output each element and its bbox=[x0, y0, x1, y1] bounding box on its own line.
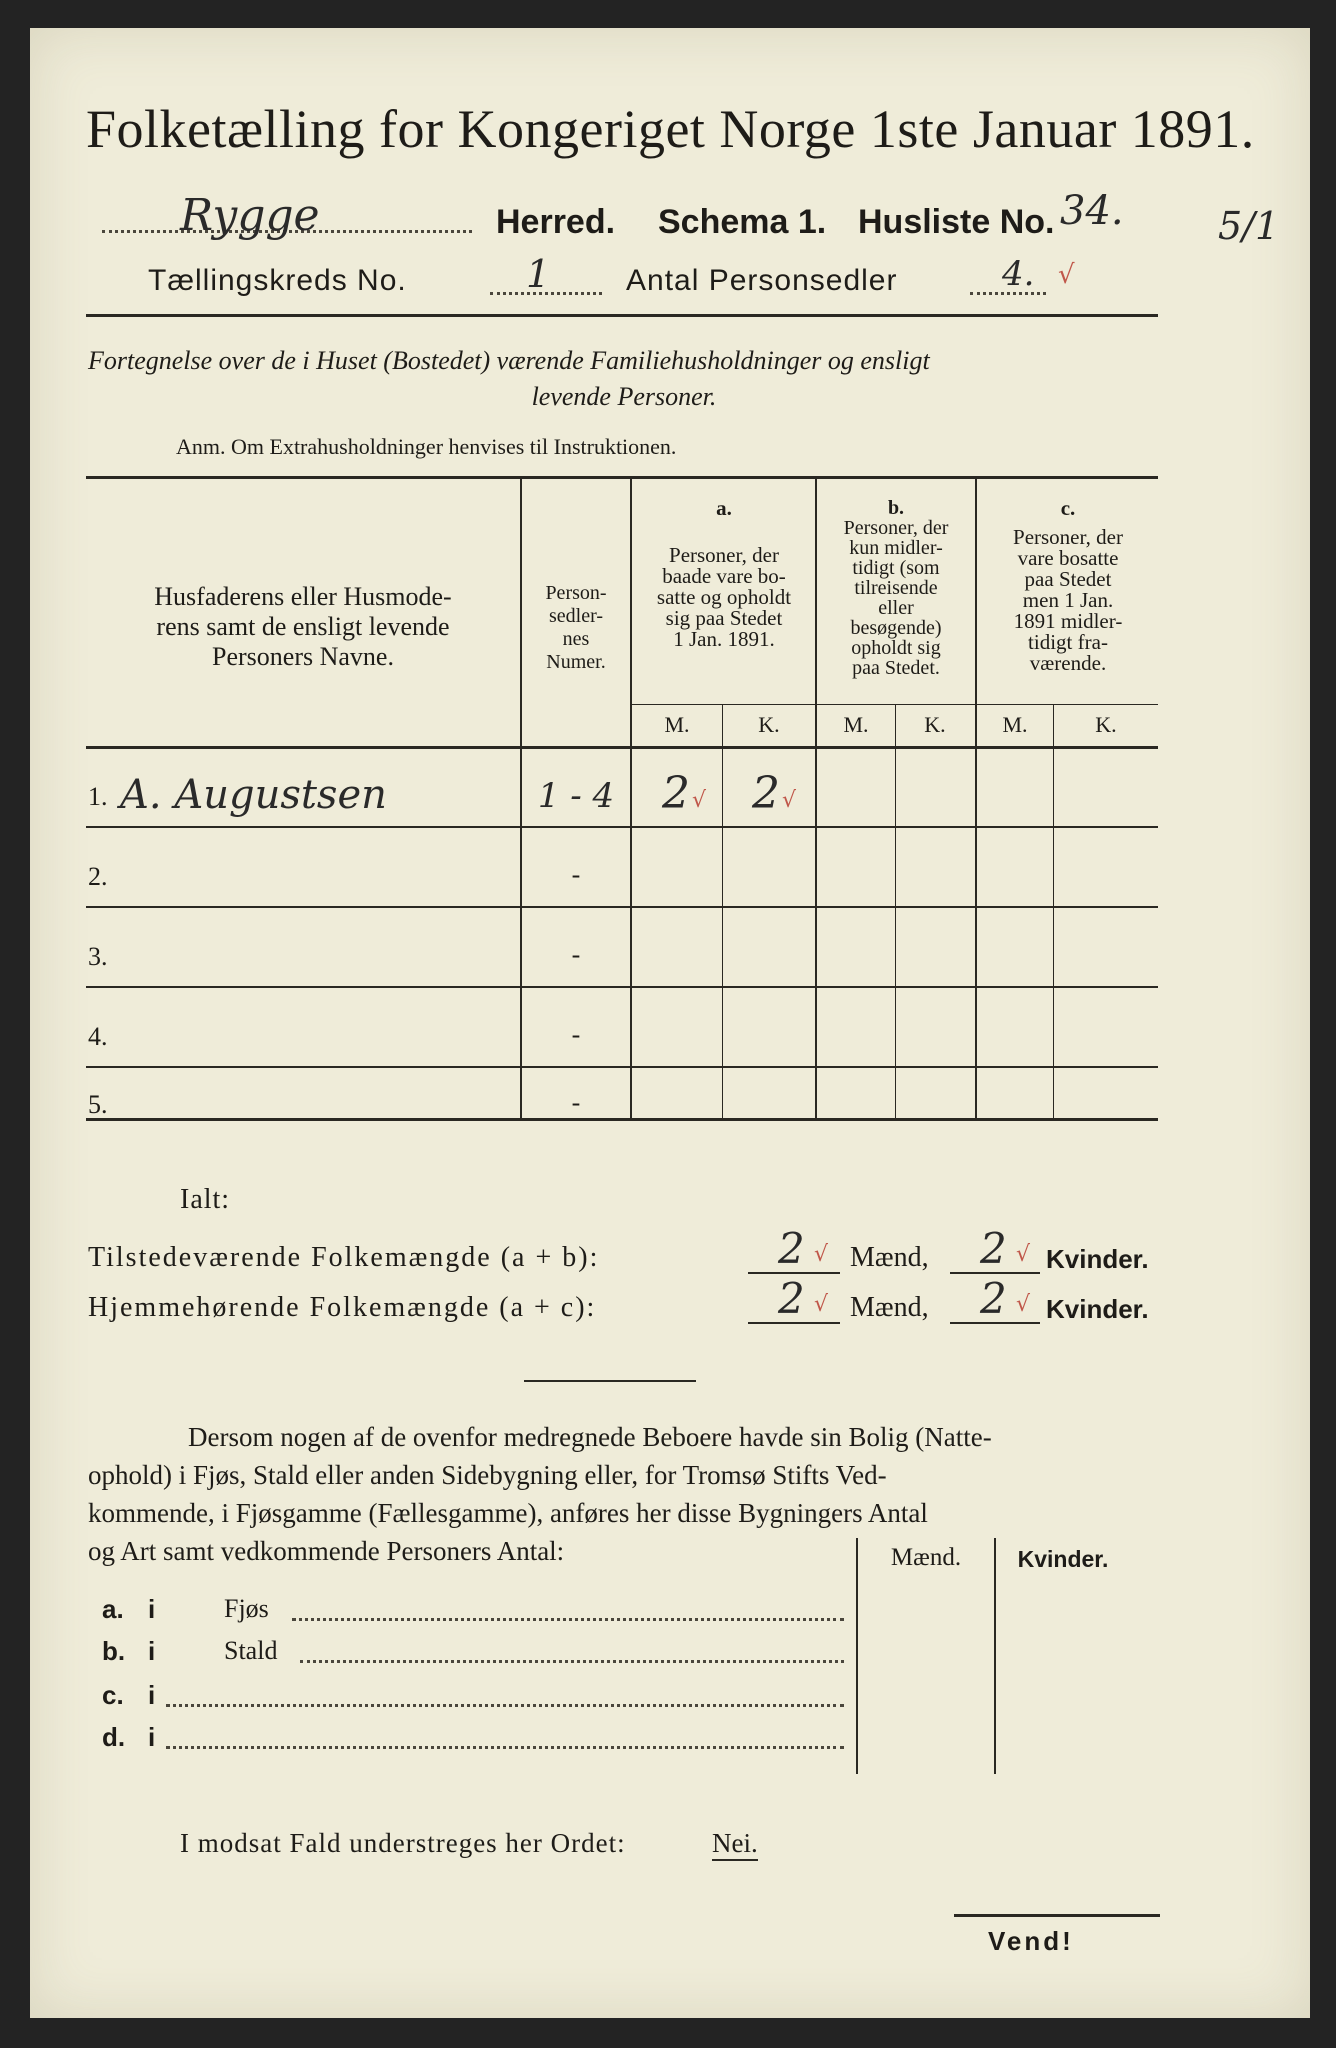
building-d-letter: d. bbox=[102, 1722, 126, 1752]
bolig-paragraph: Dersom nogen af de ovenfor medregnede Beboere havde sin Bolig (Natte- ophold) i Fjøs, Stald eller anden Sidebygning eller, for Tromsø Stifts Ved- kommende, i Fjøsgamme (Fællesgamme), anføres her disse Bygningers Antal og Art samt vedkommende Personers Antal: bbox=[88, 1422, 992, 1566]
mk-header-rule bbox=[632, 704, 1158, 705]
hjemme-maend-label: Mænd, bbox=[850, 1292, 929, 1323]
col-divider-2 bbox=[630, 476, 632, 1120]
anm-note: Anm. Om Extrahusholdninger henvises til Instruktionen. bbox=[176, 434, 677, 459]
antal-value: 4. bbox=[1002, 254, 1035, 294]
col-b-m-header: M. bbox=[843, 712, 869, 737]
row-4-sedler: - bbox=[571, 1020, 581, 1049]
tilstede-maend-check: √ bbox=[814, 1242, 829, 1267]
col-a-k-header: K. bbox=[758, 712, 780, 737]
row-1-number: 1. bbox=[88, 782, 108, 811]
tilstede-label: Tilstedeværende Folkemængde (a + b): bbox=[88, 1242, 600, 1273]
table-top-rule bbox=[86, 476, 1158, 479]
building-c-letter: c. bbox=[102, 1680, 124, 1710]
tilstede-kvinder-check: √ bbox=[1016, 1242, 1031, 1267]
building-b-label: Stald bbox=[224, 1636, 278, 1665]
col-a-mk-divider bbox=[722, 704, 723, 1120]
row-2-sedler: - bbox=[571, 860, 581, 889]
table-bottom-rule bbox=[86, 1118, 1158, 1121]
nei-word: Nei. bbox=[712, 1828, 758, 1861]
tilstede-maend-label: Mænd, bbox=[850, 1242, 929, 1273]
row-rule-3 bbox=[86, 986, 1158, 988]
row-4-number: 4. bbox=[88, 1022, 108, 1051]
buildings-kvinder-header: Kvinder. bbox=[1017, 1546, 1109, 1572]
hjemme-kvinder: 2 bbox=[980, 1274, 1007, 1323]
kreds-label: Tællingskreds No. bbox=[148, 264, 407, 297]
col-a-m-header: M. bbox=[664, 712, 690, 737]
tilstede-maend: 2 bbox=[778, 1224, 805, 1273]
modsat-text: I modsat Fald understreges her Ordet: bbox=[180, 1828, 626, 1858]
col-header-c: c. Personer, der vare bosatte paa Stedet men 1 Jan. 1891 midler- tidigt fra- værende. bbox=[1013, 496, 1123, 675]
row-rule-2 bbox=[86, 906, 1158, 908]
tilstede-kvinder-label: Kvinder. bbox=[1046, 1244, 1149, 1274]
separator-rule bbox=[524, 1380, 696, 1382]
row-3-number: 3. bbox=[88, 942, 108, 971]
row-3-sedler: - bbox=[571, 940, 581, 969]
row-rule-1 bbox=[86, 826, 1158, 828]
col-b-k-header: K. bbox=[924, 712, 946, 737]
herred-label: Herred. bbox=[496, 203, 616, 241]
row-1-a-m: 2 bbox=[662, 768, 690, 819]
vend-rule bbox=[954, 1914, 1160, 1917]
row-2-number: 2. bbox=[88, 862, 108, 891]
building-b-dots bbox=[300, 1660, 844, 1663]
herred-value: Rygge bbox=[180, 190, 320, 241]
building-b-i: i bbox=[148, 1636, 156, 1666]
col-divider-1 bbox=[520, 476, 522, 1120]
ialt-label: Ialt: bbox=[180, 1184, 231, 1215]
census-form-sheet bbox=[30, 28, 1310, 2018]
row-5-number: 5. bbox=[88, 1090, 108, 1119]
col-header-sedler: Person- sedler- nes Numer. bbox=[545, 582, 607, 673]
hjemme-maend: 2 bbox=[778, 1274, 805, 1323]
vend-text: Vend! bbox=[988, 1926, 1074, 1956]
husliste-label: Husliste No. bbox=[858, 203, 1055, 241]
intro-line-1: Fortegnelse over de i Huset (Bostedet) værende Familiehusholdninger og ensligt bbox=[88, 346, 930, 375]
col-b-mk-divider bbox=[895, 704, 896, 1120]
buildings-maend-header: Mænd. bbox=[890, 1544, 962, 1571]
col-header-b: b. Personer, der kun midler- tidigt (som tilreisende eller besøgende) opholdt sig paa Stedet. bbox=[843, 497, 949, 679]
antal-check: √ bbox=[1058, 260, 1075, 290]
buildings-col-divider-2 bbox=[994, 1538, 996, 1774]
row-1-a-k-check: √ bbox=[782, 788, 797, 813]
schema-label: Schema 1. bbox=[658, 203, 827, 241]
building-a-dots bbox=[292, 1618, 844, 1621]
row-1-a-m-check: √ bbox=[692, 788, 707, 813]
husliste-value: 34. bbox=[1060, 188, 1124, 234]
tilstede-kvinder: 2 bbox=[980, 1224, 1007, 1273]
col-c-m-header: M. bbox=[1002, 712, 1028, 737]
col-divider-4 bbox=[975, 476, 977, 1120]
row-rule-4 bbox=[86, 1066, 1158, 1068]
building-c-dots bbox=[166, 1704, 844, 1707]
col-c-k-header: K. bbox=[1095, 712, 1117, 737]
building-c-i: i bbox=[148, 1680, 156, 1710]
col-header-a: a. Personer, der baade vare bo- satte og opholdt sig paa Stedet 1 Jan. 1891. bbox=[656, 496, 792, 651]
kreds-value: 1 bbox=[526, 252, 551, 296]
row-1-a-k: 2 bbox=[752, 768, 780, 819]
building-b-letter: b. bbox=[102, 1636, 126, 1666]
col-header-name: Husfaderens eller Husmode- rens samt de ensligt levende Personers Navne. bbox=[154, 582, 452, 671]
building-a-i: i bbox=[148, 1594, 156, 1624]
hjemme-label: Hjemmehørende Folkemængde (a + c): bbox=[88, 1292, 597, 1323]
intro-line-2: levende Personer. bbox=[531, 382, 717, 411]
hjemme-maend-check: √ bbox=[814, 1292, 829, 1317]
building-d-dots bbox=[166, 1746, 844, 1749]
hjemme-kvinder-check: √ bbox=[1016, 1292, 1031, 1317]
form-title: Folketælling for Kongeriget Norge 1ste Januar 1891. bbox=[86, 99, 1255, 159]
margin-note: 5/1 bbox=[1218, 204, 1280, 248]
building-d-i: i bbox=[148, 1722, 156, 1752]
hjemme-kvinder-label: Kvinder. bbox=[1046, 1294, 1149, 1324]
header-rule bbox=[86, 314, 1158, 317]
row-5-sedler: - bbox=[571, 1088, 581, 1117]
col-c-mk-divider bbox=[1053, 704, 1054, 1120]
building-a-letter: a. bbox=[102, 1594, 124, 1624]
table-header-bottom-rule bbox=[86, 746, 1158, 749]
row-1-name: A. Augustsen bbox=[120, 772, 387, 818]
row-1-sedler: 1 - 4 bbox=[537, 776, 615, 816]
col-divider-3 bbox=[815, 476, 817, 1120]
antal-label: Antal Personsedler bbox=[626, 264, 898, 297]
building-a-label: Fjøs bbox=[224, 1594, 269, 1623]
buildings-col-divider-1 bbox=[856, 1538, 858, 1774]
